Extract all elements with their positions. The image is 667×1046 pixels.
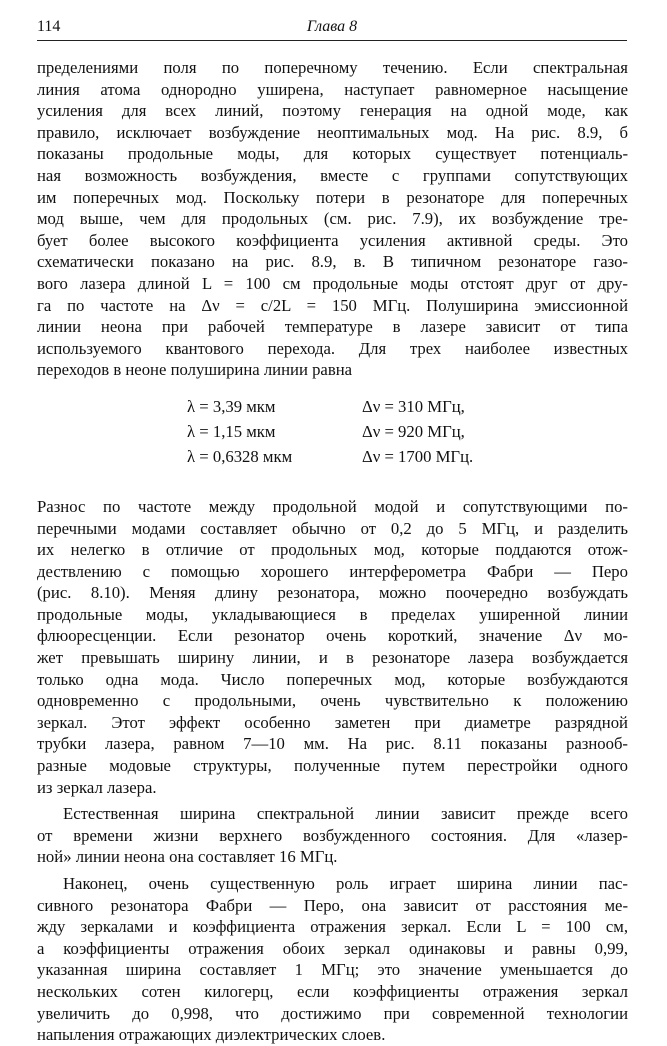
text-line: продольные моды, укладывающиеся в пределах уширенной линии bbox=[37, 604, 628, 624]
text-line: Естественная ширина спектральной линии зависит прежде всего bbox=[63, 804, 628, 824]
paragraph-3 bbox=[37, 803, 628, 868]
text-line: из зеркал лазера. bbox=[37, 777, 157, 797]
formula-wavelength: λ = 1,15 мкм bbox=[187, 421, 276, 441]
page-body bbox=[37, 57, 628, 1046]
text-line: зеркал. Этот эффект особенно заметен при диаметре разрядной bbox=[37, 712, 628, 732]
text-line: флюоресценции. Если резонатор очень короткий, значение Δν мо- bbox=[37, 626, 628, 646]
text-line: жду зеркалами и коэффициента отражения зеркал. Если L = 100 см, bbox=[37, 917, 628, 937]
text-line: а коэффициенты отражения обоих зеркал одинаковы и равны 0,99, bbox=[37, 938, 628, 958]
paragraph-2 bbox=[37, 496, 628, 798]
chapter-title: Глава 8 bbox=[306, 18, 358, 35]
formula-row bbox=[37, 446, 628, 471]
formula-linewidth: Δν = 920 МГц, bbox=[362, 421, 465, 441]
text-line: жет превышать ширину линии, и в резонаторе лазера возбуждается bbox=[37, 648, 628, 668]
text-line: нескольких сотен килогерц, если коэффициенты отражения зеркал bbox=[37, 981, 628, 1001]
text-line: вого лазера длиной L = 100 см продольные моды отстоят друг от дру- bbox=[37, 273, 628, 293]
text-line: показаны продольные моды, для которых существует потенциаль- bbox=[37, 144, 628, 164]
text-line: Разнос по частоте между продольной модой и сопутствующими по- bbox=[37, 496, 628, 516]
text-line: бует более высокого коэффициента усиления активной среды. Это bbox=[37, 230, 628, 250]
page-header bbox=[37, 16, 627, 41]
text-line: Наконец, очень существенную роль играет ширина линии пас- bbox=[63, 874, 628, 893]
text-line: используемого квантового перехода. Для трех наиболее известных bbox=[37, 338, 628, 358]
formula-linewidth: Δν = 310 МГц, bbox=[362, 396, 465, 416]
text-line: указанная ширина составляет 1 МГц; это значение уменьшается до bbox=[37, 960, 628, 980]
text-line: напыления отражающих диэлектрических слоев. bbox=[37, 1025, 386, 1045]
text-line: схематически показано на рис. 8.9, в. В типичном резонаторе газо- bbox=[37, 252, 628, 272]
text-line: их нелегко в отличие от продольных мод, которые поддаются отож- bbox=[37, 540, 628, 560]
text-line: га по частоте на Δν = c/2L = 150 МГц. Полуширина эмиссионной bbox=[37, 295, 628, 315]
text-line: линия атома однородно уширена, наступает равномерное насыщение bbox=[37, 79, 628, 99]
text-line: разные модовые структуры, полученные путем перестройки одного bbox=[37, 756, 628, 776]
formula-block bbox=[37, 396, 628, 471]
text-line: дествлению с помощью хорошего интерферометра Фабри — Перо bbox=[37, 561, 628, 581]
text-line: (рис. 8.10). Меняя длину резонатора, можно поочередно возбуждать bbox=[37, 583, 628, 603]
text-line: ная возможность возбуждения, вместе с группами сопутствующих bbox=[37, 165, 628, 185]
text-line: сивного резонатора Фабри — Перо, она зависит от расстояния ме- bbox=[37, 895, 628, 915]
formula-wavelength: λ = 0,6328 мкм bbox=[187, 446, 293, 466]
text-line: линии неона при рабочей температуре в лазере зависит от типа bbox=[37, 317, 628, 337]
text-line: одновременно с продольными, очень чувствительно к положению bbox=[37, 691, 628, 711]
formula-wavelength: λ = 3,39 мкм bbox=[187, 396, 276, 416]
page-number: 114 bbox=[37, 18, 61, 35]
formula-row bbox=[37, 421, 628, 446]
text-line: увеличить до 0,998, что достижимо при современной технологии bbox=[37, 1003, 628, 1023]
text-line: только одна мода. Число поперечных мод, которые возбуждаются bbox=[37, 669, 628, 689]
paragraph-1 bbox=[37, 57, 628, 381]
formula-row bbox=[37, 396, 628, 421]
text-line: ной» линии неона она составляет 16 МГц. bbox=[37, 847, 338, 867]
text-line: усиления для всех линий, поэтому генерация на одной моде, как bbox=[37, 101, 628, 121]
text-line: мод выше, чем для продольных (см. рис. 7.9), их возбуждение тре- bbox=[37, 209, 628, 229]
text-line: им поперечных мод. Поскольку потери в резонаторе для поперечных bbox=[37, 187, 628, 207]
text-line: перечными модами составляет обычно от 0,2 до 5 МГц, и разделить bbox=[37, 518, 628, 538]
text-line: переходов в неоне полуширина линии равна bbox=[37, 360, 353, 380]
text-line: трубки лазера, равном 7—10 мм. На рис. 8.11 показаны разнооб- bbox=[37, 734, 628, 754]
text-line: правило, исключает возбуждение неоптимальных мод. На рис. 8.9, б bbox=[37, 122, 628, 142]
paragraph-4 bbox=[37, 873, 628, 1046]
formula-linewidth: Δν = 1700 МГц. bbox=[362, 446, 474, 466]
text-line: от времени жизни верхнего возбужденного состояния. Для «лазер- bbox=[37, 825, 628, 845]
text-line: пределениями поля по поперечному течению. Если спектральная bbox=[37, 58, 628, 77]
